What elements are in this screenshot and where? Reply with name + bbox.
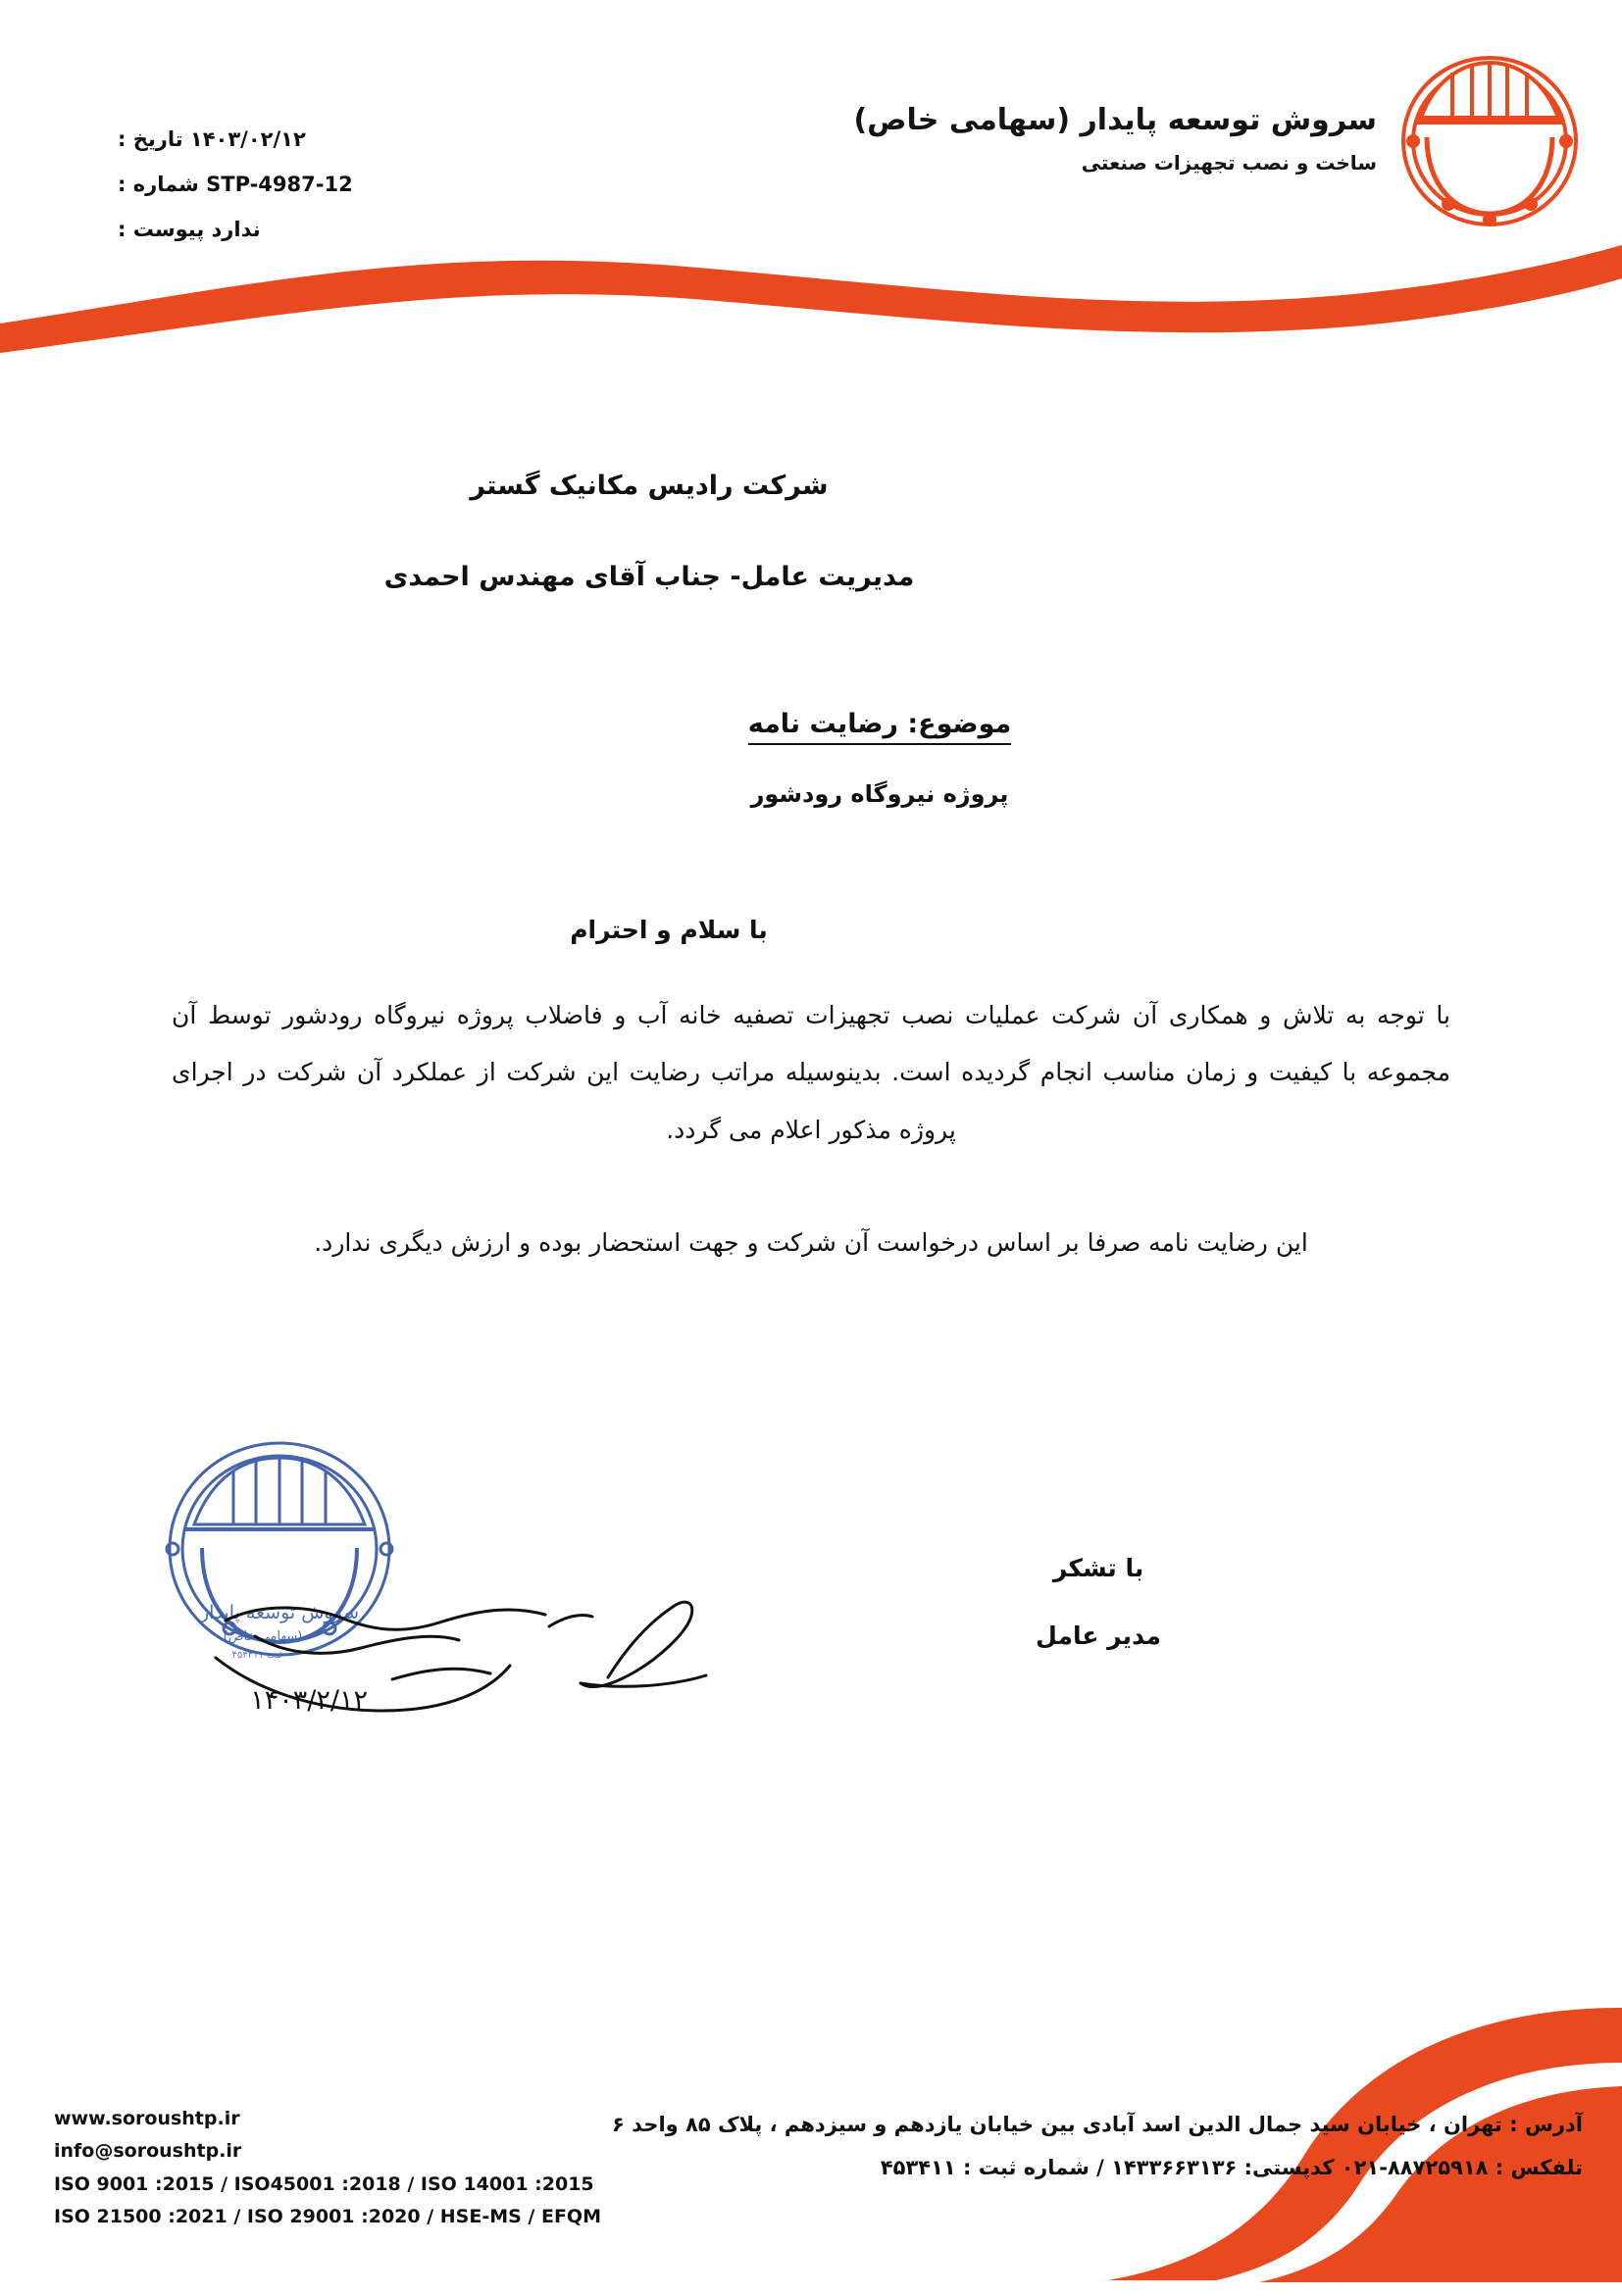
company-name: سروش توسعه پایدار (سهامی خاص) xyxy=(853,103,1377,137)
company-logo-icon xyxy=(1392,47,1588,238)
paragraph-1: با توجه به تلاش و همکاری آن شرکت عملیات نصب تجهیزات تصفیه خانه آب و فاضلاب پروژه نیروگاه رودشور توسط آن مجموعه با کیفیت و زمان مناسب انجام گردیده است. بدینوسیله مراتب رضایت این شرکت از عملکرد آن شرکت در اجرای پروژه مذکور اعلام می گردد. xyxy=(172,1000,1450,1145)
signature-role: مدیر عامل xyxy=(1036,1622,1161,1650)
svg-text:ثبت ۴۵۳۴۱۱: ثبت ۴۵۳۴۱۱ xyxy=(231,1650,282,1661)
meta-number-value: STP-4987-12 xyxy=(206,173,353,196)
meta-number-label: شماره : xyxy=(118,173,199,196)
footer-certs-2: ISO 21500 :2021 / ISO 29001 :2020 / HSE-MS / EFQM xyxy=(54,2205,601,2227)
subject-wrap xyxy=(0,709,1622,745)
footer-address: آدرس : تهران ، خیابان سید جمال الدین اسد آبادی بین خیابان یازدهم و سیزدهم ، پلاک ۸۵ واحد ۶ xyxy=(612,2112,1583,2136)
letterhead xyxy=(0,0,1622,382)
stamp-text-sub: (سهامی خاص) xyxy=(223,1629,303,1644)
project-name: پروژه نیروگاه رودشور xyxy=(750,779,1009,808)
stamp-text-main: سروش توسعه پایدار xyxy=(199,1602,360,1623)
meta-attachment-label: پیوست : xyxy=(118,218,205,241)
footer-website[interactable]: www.soroushtp.ir xyxy=(54,2108,240,2129)
addressee-company: شرکت رادیس مکانیک گستر xyxy=(470,471,829,501)
subject-line: موضوع: رضایت نامه xyxy=(748,709,1012,745)
meta-attachment xyxy=(118,218,402,241)
company-subtitle: ساخت و نصب تجهیزات صنعتی xyxy=(1081,151,1377,175)
meta-date-label: تاریخ : xyxy=(118,127,183,151)
handwritten-signature xyxy=(196,1564,824,1760)
greeting-line: با سلام و احترام xyxy=(570,915,768,944)
meta-date xyxy=(118,127,402,151)
signed-date-text: ۱۴۰۳/۲/۱۲ xyxy=(250,1685,368,1716)
footer-contact-numbers: تلفکس : ۸۸۷۲۵۹۱۸-۰۲۱ کدپستی: ۱۴۳۳۶۶۳۱۳۶ / شماره ثبت : ۴۵۳۴۱۱ xyxy=(880,2155,1583,2179)
footer-contact-block xyxy=(54,2103,601,2233)
meta-attachment-value: ندارد xyxy=(211,218,261,241)
footer-address-block xyxy=(602,2103,1583,2189)
meta-date-value: ۱۴۰۳/۰۲/۱۲ xyxy=(189,127,306,151)
footer xyxy=(0,1969,1622,2292)
addressee-person: مدیریت عامل- جناب آقای مهندس احمدی xyxy=(383,562,915,593)
document-meta xyxy=(118,127,402,263)
signature-text-block xyxy=(1036,1554,1161,1650)
letter-body xyxy=(0,461,1622,1273)
company-identity xyxy=(853,103,1377,175)
signature-area xyxy=(0,1554,1622,1926)
paragraph-2: این رضایت نامه صرفا بر اساس درخواست آن شرکت و جهت استحضار بوده و ارزش دیگری ندارد. xyxy=(314,1227,1308,1257)
signature-thanks: با تشکر xyxy=(1052,1554,1144,1582)
footer-email[interactable]: info@soroushtp.ir xyxy=(54,2140,242,2163)
footer-certs-1: ISO 9001 :2015 / ISO45001 :2018 / ISO 14001 :2015 xyxy=(54,2172,594,2195)
meta-number xyxy=(118,173,402,196)
